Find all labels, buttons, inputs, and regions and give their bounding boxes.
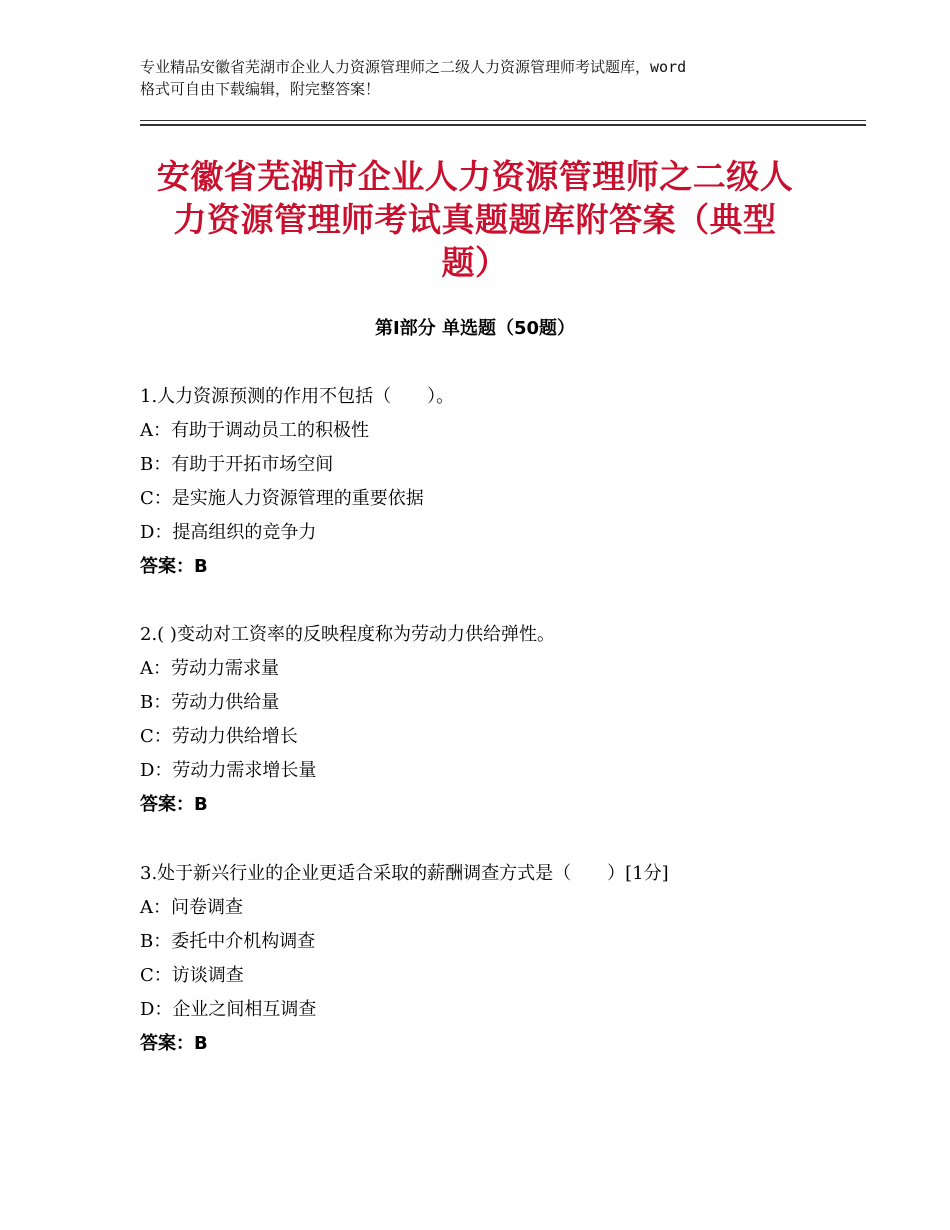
answer: 答案：B: [140, 794, 208, 815]
document-title-line-2: 力资源管理师考试真题题库附答案（典型: [173, 200, 777, 239]
document-title-line-1: 安徽省芜湖市企业人力资源管理师之二级人: [156, 157, 794, 196]
option-a: A：劳动力需求量: [140, 658, 279, 679]
option-a: A：问卷调查: [140, 897, 243, 918]
question-2: [140, 618, 840, 822]
section-title: 第Ⅰ部分 单选题（50题）: [374, 318, 575, 339]
answer: 答案：B: [140, 1033, 208, 1054]
header-note-line-1: 专业精品安徽省芜湖市企业人力资源管理师之二级人力资源管理师考试题库，word: [140, 58, 687, 76]
header-note-line-2: 格式可自由下载编辑，附完整答案！: [140, 80, 381, 98]
question-3: [140, 857, 840, 1061]
question-stem: 1.人力资源预测的作用不包括（ ）。: [140, 386, 455, 407]
question-stem: 3.处于新兴行业的企业更适合采取的薪酬调查方式是（ ）[1分]: [140, 863, 669, 884]
option-a: A：有助于调动员工的积极性: [140, 420, 369, 441]
document-title-line-3: 题）: [441, 243, 509, 282]
document-title: [140, 155, 810, 284]
option-c: C：劳动力供给增长: [140, 726, 298, 747]
option-d: D：劳动力需求增长量: [140, 760, 317, 781]
option-b: B：委托中介机构调查: [140, 931, 316, 952]
document-header-note: [140, 56, 830, 100]
question-1: [140, 380, 840, 584]
option-b: B：有助于开拓市场空间: [140, 454, 334, 475]
option-c: C：访谈调查: [140, 965, 244, 986]
option-b: B：劳动力供给量: [140, 692, 280, 713]
option-d: D：提高组织的竞争力: [140, 522, 317, 543]
header-divider-thick: [140, 124, 866, 126]
question-stem: 2.( )变动对工资率的反映程度称为劳动力供给弹性。: [140, 624, 555, 645]
answer: 答案：B: [140, 556, 208, 577]
option-d: D：企业之间相互调查: [140, 999, 317, 1020]
option-c: C：是实施人力资源管理的重要依据: [140, 488, 424, 509]
header-divider-thin: [140, 120, 866, 121]
